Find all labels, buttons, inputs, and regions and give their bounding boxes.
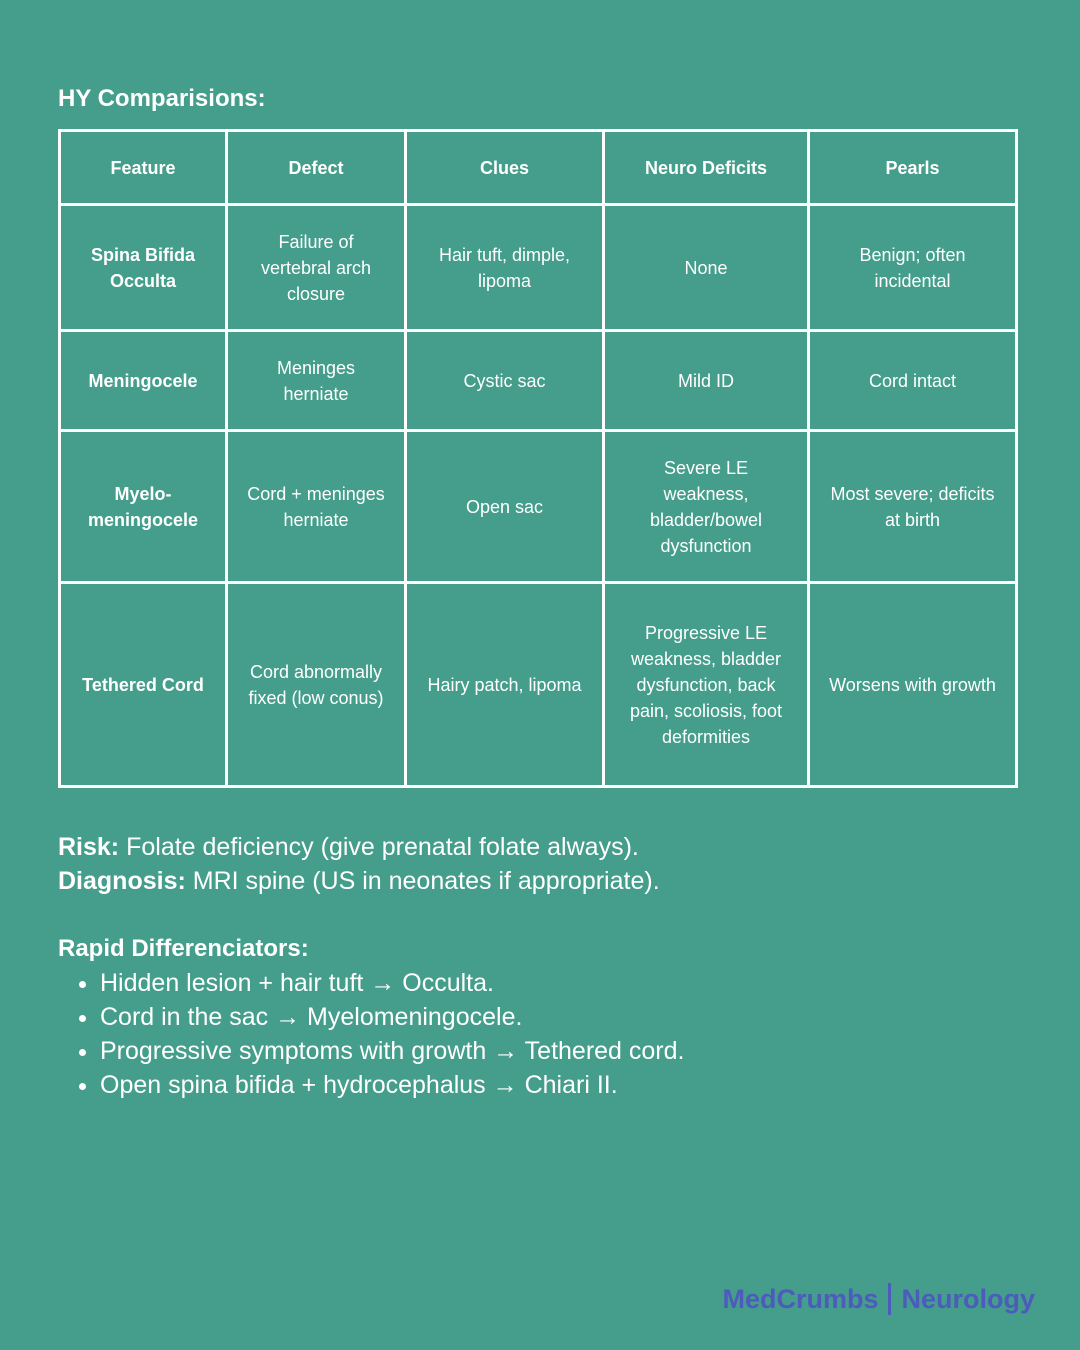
row-neuro-deficits: None [604,205,809,331]
list-item: • Progressive symptoms with growth → Tethered cord. [100,1034,685,1068]
header-feature: Feature [60,131,227,205]
header-defect: Defect [227,131,406,205]
table-row [60,331,1017,431]
table-row [60,431,1017,583]
row-clues: Hair tuft, dimple, lipoma [406,205,604,331]
row-defect: Meninges herniate [227,331,406,431]
diagnosis-label: Diagnosis: [58,867,186,895]
header-neuro-deficits: Neuro Deficits [604,131,809,205]
row-pearls: Worsens with growth [809,583,1017,787]
row-neuro-deficits: Severe LE weakness, bladder/bowel dysfunction [604,431,809,583]
row-feature: Spina Bifida Occulta [60,205,227,331]
row-neuro-deficits: Mild ID [604,331,809,431]
diagnosis-text: MRI spine (US in neonates if appropriate). [185,867,660,895]
row-feature: Tethered Cord [60,583,227,787]
comparison-table [58,129,1018,788]
row-pearls: Cord intact [809,331,1017,431]
list-item: • Open spina bifida + hydrocephalus → Chiari II. [100,1068,685,1102]
row-defect: Cord abnormally fixed (low conus) [227,583,406,787]
row-neuro-deficits: Progressive LE weakness, bladder dysfunction, back pain, scoliosis, foot deformities [604,583,809,787]
page-heading: HY Comparisions: [58,85,266,112]
table-row [60,205,1017,331]
rapid-differentiators-list [58,966,685,1102]
row-defect: Failure of vertebral arch closure [227,205,406,331]
list-item: • Cord in the sac → Myelomeningocele. [100,1000,685,1034]
brand-name: MedCrumbs [722,1284,879,1314]
row-pearls: Benign; often incidental [809,205,1017,331]
brand-separator [888,1283,891,1315]
risk-line [58,830,660,864]
risk-label: Risk: [58,833,120,861]
header-clues: Clues [406,131,604,205]
brand-section: Neurology [901,1284,1035,1314]
table-row [60,583,1017,787]
risk-text: Folate deficiency (give prenatal folate always). [119,833,639,861]
row-clues: Open sac [406,431,604,583]
row-feature: Myelo-meningocele [60,431,227,583]
list-item: • Hidden lesion + hair tuft → Occulta. [100,966,685,1000]
header-pearls: Pearls [809,131,1017,205]
notes-block [58,830,660,898]
row-clues: Cystic sac [406,331,604,431]
diagnosis-line [58,864,660,898]
rapid-differentiators-title: Rapid Differenciators: [58,935,309,962]
table-header-row [60,131,1017,205]
brand-footer [722,1282,1035,1316]
row-feature: Meningocele [60,331,227,431]
row-pearls: Most severe; deficits at birth [809,431,1017,583]
row-defect: Cord + meninges herniate [227,431,406,583]
row-clues: Hairy patch, lipoma [406,583,604,787]
